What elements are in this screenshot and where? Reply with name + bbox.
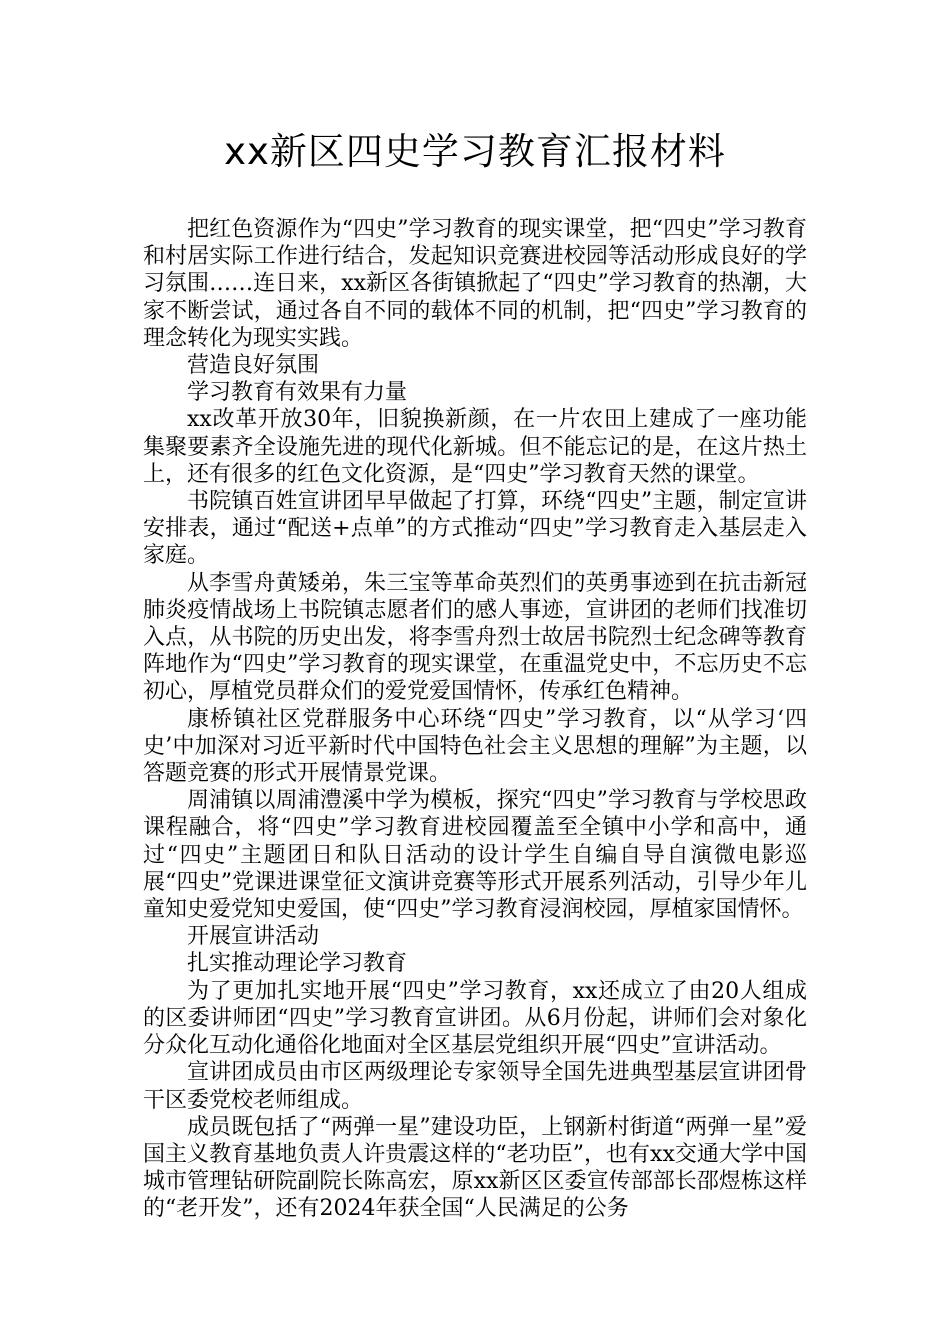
paragraph: 从李雪舟黄矮弟，朱三宝等革命英烈们的英勇事迹到在抗击新冠肺炎疫情战场上书院镇志愿者们的感人事迹，宣讲团的老师们找准切入点，从书院的历史出发，将李雪舟烈士故居书院烈士纪念碑等教育阵地作为“四史”学习教育的现实课堂，在重温党史中，不忘历史不忘初心，厚植党员群众们的爱党爱国情怀，传承红色精神。 (143, 570, 807, 705)
paragraph: 为了更加扎实地开展“四史”学习教育，xx还成立了由20人组成的区委讲师团“四史”学习教育宣讲团。从6月份起，讲师们会对象化分众化互动化通俗化地面对全区基层党组织开展“四史”宣讲活动。 (143, 978, 807, 1059)
document-body (143, 216, 807, 1223)
section-heading: 开展宣讲活动 (187, 924, 320, 950)
section-heading: 营造良好氛围 (187, 353, 320, 379)
paragraph: 周浦镇以周浦澧溪中学为模板，探究“四史”学习教育与学校思政课程融合，将“四史”学习教育进校园覆盖至全镇中小学和高中，通过“四史”主题团日和队日活动的设计学生自编自导自演微电影巡展“四史”党课进课堂征文演讲竞赛等形式开展系列活动，引导少年儿童知史爱党知史爱国，使“四史”学习教育浸润校园，厚植家国情怀。 (143, 788, 807, 923)
section-subheading: 学习教育有效果有力量 (187, 380, 408, 406)
document-title: xx新区四史学习教育汇报材料 (224, 130, 726, 173)
section-subheading: 扎实推动理论学习教育 (187, 951, 408, 977)
paragraph: 成员既包括了“两弹一星”建设功臣，上钢新村街道“两弹一星”爱国主义教育基地负责人许贵震这样的“老功臣”，也有xx交通大学中国城市管理钻研院副院长陈高宏，原xx新区区委宣传部部长邵煜栋这样的“老开发”，还有2024年获全国“人民满足的公务 (143, 1114, 807, 1222)
paragraph: 康桥镇社区党群服务中心环绕“四史”学习教育，以“从学习‘四史’中加深对习近平新时代中国特色社会主义思想的理解”为主题，以答题竞赛的形式开展情景党课。 (143, 706, 807, 787)
paragraph: 宣讲团成员由市区两级理论专家领导全国先进典型基层宣讲团骨干区委党校老师组成。 (143, 1060, 807, 1113)
paragraph: xx改革开放30年，旧貌换新颜，在一片农田上建成了一座功能集聚要素齐全设施先进的现代化新城。但不能忘记的是，在这片热土上，还有很多的红色文化资源，是“四史”学习教育天然的课堂。 (143, 407, 807, 487)
paragraph: 书院镇百姓宣讲团早早做起了打算，环绕“四史”主题，制定宣讲安排表，通过“配送+点单”的方式推动“四史”学习教育走入基层走入家庭。 (143, 489, 807, 569)
paragraph: 把红色资源作为“四史”学习教育的现实课堂，把“四史”学习教育和村居实际工作进行结合，发起知识竞赛进校园等活动形成良好的学习氛围……连日来，xx新区各街镇掀起了“四史”学习教育的热潮，大家不断尝试，通过各自不同的载体不同的机制，把“四史”学习教育的理念转化为现实实践。 (143, 217, 807, 351)
